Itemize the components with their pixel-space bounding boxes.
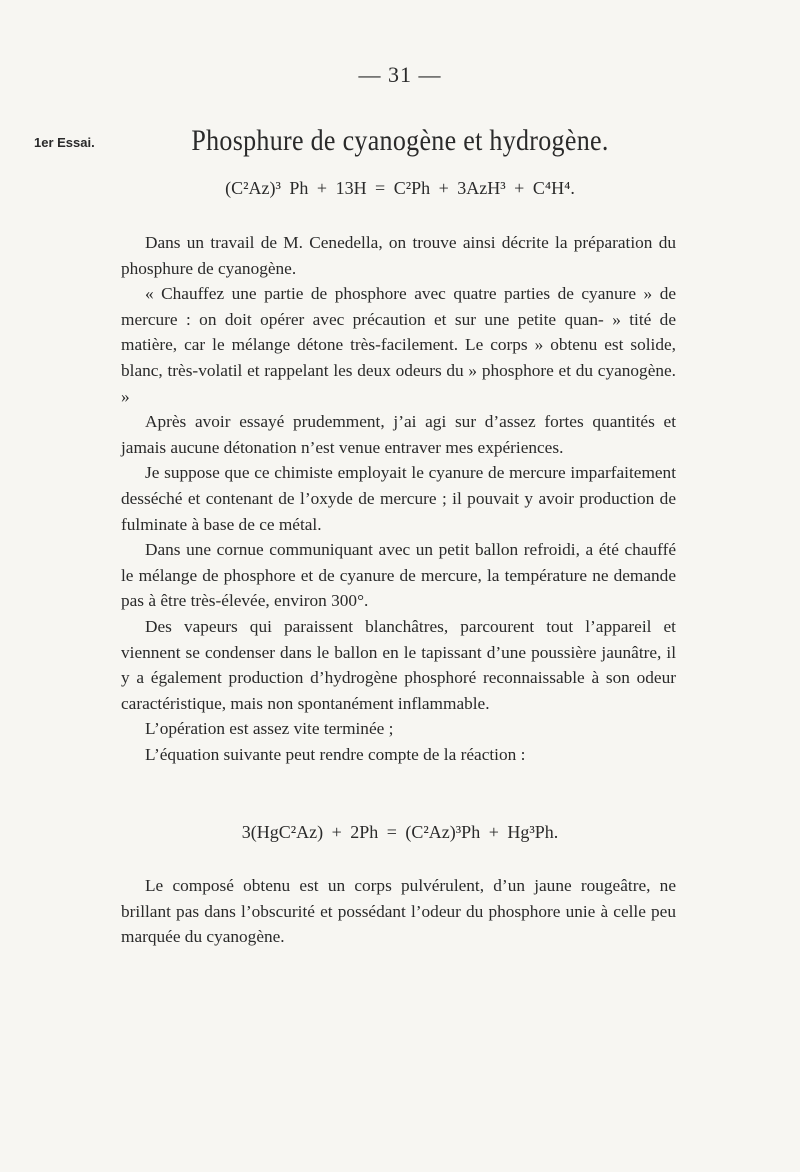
paragraph: Dans un travail de M. Cenedella, on trouve ainsi décrite la préparation du phosphure de cyanogène. (121, 233, 676, 278)
equation-reaction-1: (C²Az)³ Ph + 13H = C²Ph + 3AzH³ + C⁴H⁴. (225, 178, 575, 198)
paragraph: Je suppose que ce chimiste employait le cyanure de mercure imparfaitement desséché et contenant de l’oxyde de mercure ; il pouvait y avoir production de fulminate à base de ce métal. (121, 463, 676, 534)
paragraph: L’équation suivante peut rendre compte de la réaction : (145, 744, 526, 764)
paragraph: Des vapeurs qui paraissent blanchâtres, parcourent tout l’appareil et viennent se condenser dans le ballon en le tapissant d’une poussière jaunâtre, il y a également production d’hydrogène phosphoré reconnaissable à son odeur caractéristique, mais non spontanément inflammable. (121, 616, 676, 713)
page-number: — 31 — (358, 62, 442, 87)
body-text-block-2 (121, 873, 676, 950)
paragraph-quote: « Chauffez une partie de phosphore avec quatre parties de cyanure » de mercure : on doit opérer avec précaution et sur une petite quan- » tité de matière, car le mélange détone très-facilement. Le corps » obtenu est solide, blanc, très-volatil et rappelant les deux odeurs du » phosphore et du cyanogène. » (121, 284, 676, 406)
paragraph: Dans une cornue communiquant avec un petit ballon refroidi, a été chauffé le mélange de phosphore et de cyanure de mercure, la température ne demande pas à être très-élevée, environ 300°. (121, 540, 676, 611)
section-title: Phosphure de cyanogène et hydrogène. (191, 123, 609, 158)
paragraph: L’opération est assez vite terminée ; (145, 719, 394, 739)
paragraph: Le composé obtenu est un corps pulvérulent, d’un jaune rougeâtre, ne brillant pas dans l’obscurité et possédant l’odeur du phosphore unie à celle peu marquée du cyanogène. (121, 876, 676, 947)
body-text-block-1 (121, 230, 676, 767)
equation-reaction-2: 3(HgC²Az) + 2Ph = (C²Az)³Ph + Hg³Ph. (241, 822, 559, 842)
paragraph: Après avoir essayé prudemment, j’ai agi sur d’assez fortes quantités et jamais aucune détonation n’est venue entraver mes expériences. (121, 412, 676, 457)
margin-note: 1er Essai. (34, 135, 95, 150)
